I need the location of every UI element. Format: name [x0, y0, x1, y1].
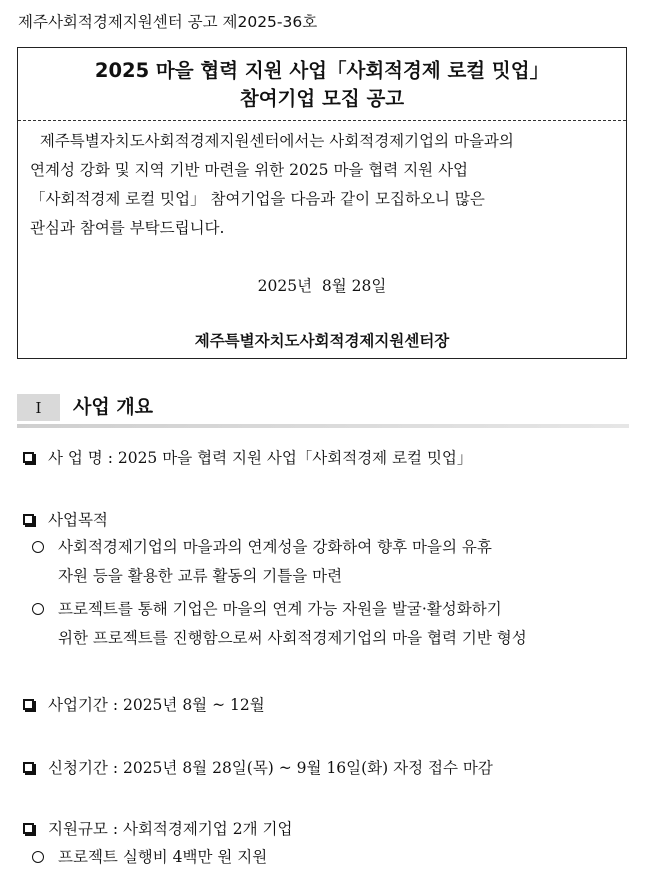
checkbox-bullet-icon — [23, 452, 34, 463]
project-name-item — [23, 446, 472, 468]
application-text: 신청기간 : 2025년 8월 28일(목) ~ 9월 16일(화) 자정 접수 마감 — [48, 759, 493, 777]
notice-body-line: 제주특별자치도사회적경제지원센터에서는 사회적경제기업의 마을과의 — [30, 132, 514, 150]
notice-signer: 제주특별자치도사회적경제지원센터장 — [194, 332, 450, 350]
scale-item — [23, 817, 292, 839]
purpose-label: 사업목적 — [48, 511, 108, 529]
period-item — [23, 693, 265, 715]
project-name-text: 사 업 명 : 2025 마을 협력 지원 사업「사회적경제 로컬 밋업」 — [48, 449, 473, 467]
section-rule — [17, 424, 629, 428]
period-text: 사업기간 : 2025년 8월 ~ 12월 — [48, 696, 265, 714]
checkbox-bullet-icon — [23, 514, 34, 525]
scale-sub-text: 프로젝트 실행비 4백만 원 지원 — [58, 848, 268, 866]
notice-body-line: 연계성 강화 및 지역 기반 마련을 위한 2025 마을 협력 지원 사업 — [30, 161, 469, 179]
checkbox-bullet-icon — [23, 762, 34, 773]
notice-date: 2025년 8월 28일 — [257, 277, 387, 295]
purpose-1-line2: 자원 등을 활용한 교류 활동의 기틀을 마련 — [58, 567, 343, 585]
checkbox-bullet-icon — [23, 699, 34, 710]
circle-bullet-icon — [32, 603, 44, 615]
notice-body-line: 관심과 참여를 부탁드립니다. — [30, 219, 225, 237]
scale-text: 지원규모 : 사회적경제기업 2개 기업 — [48, 820, 293, 838]
purpose-2-line1: 프로젝트를 통해 기업은 마을의 연계 가능 자원을 발굴·활성화하기 — [58, 600, 502, 618]
notice-number: 제주사회적경제지원센터 공고 제2025-36호 — [18, 13, 318, 31]
circle-bullet-icon — [32, 541, 44, 553]
notice-title-line1: 2025 마을 협력 지원 사업「사회적경제 로컬 밋업」 — [94, 59, 550, 82]
purpose-2-line2: 위한 프로젝트를 진행함으로써 사회적경제기업의 마을 협력 기반 형성 — [58, 629, 527, 647]
notice-body-line: 「사회적경제 로컬 밋업」 참여기업을 다음과 같이 모집하오니 많은 — [30, 190, 485, 208]
circle-bullet-icon — [32, 851, 44, 863]
notice-title-line2: 참여기업 모집 공고 — [239, 87, 405, 110]
purpose-item — [23, 508, 108, 530]
notice-title — [18, 57, 626, 113]
section-title: 사업 개요 — [73, 396, 154, 418]
notice-box — [17, 47, 627, 359]
purpose-1-line1: 사회적경제기업의 마을과의 연계성을 강화하여 향후 마을의 유휴 — [58, 538, 492, 556]
section-number: I — [17, 394, 60, 421]
notice-body — [30, 127, 616, 243]
checkbox-bullet-icon — [23, 823, 34, 834]
application-item — [23, 756, 493, 778]
section-header — [17, 394, 629, 426]
divider — [18, 120, 626, 121]
